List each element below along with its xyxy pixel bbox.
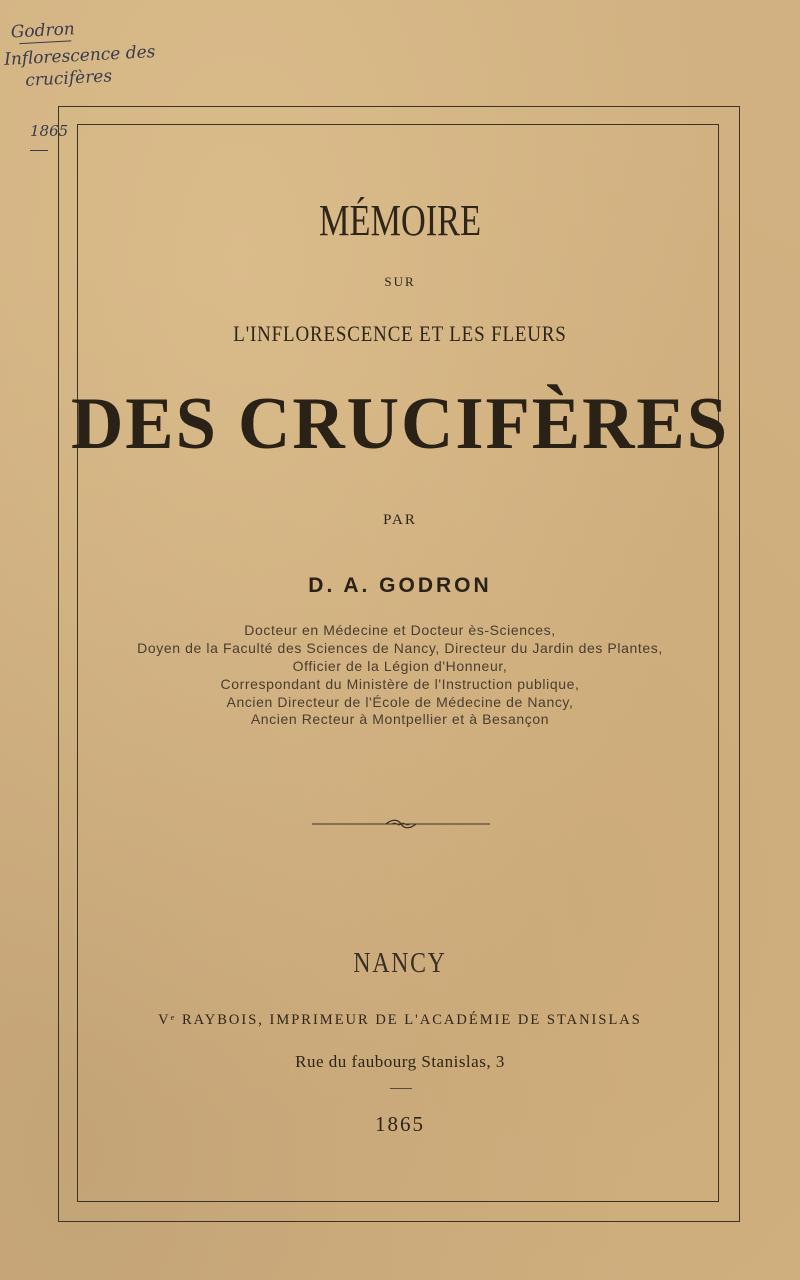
short-rule — [390, 1088, 412, 1089]
handwritten-year: 1865 — [30, 122, 69, 140]
handwritten-title-line-2: crucifères — [24, 66, 113, 91]
handwritten-dash — [30, 150, 48, 151]
main-title: DES CRUCIFÈRES — [70, 383, 730, 465]
printer-line: Vᵉ RAYBOIS, IMPRIMEUR DE L'ACADÉMIE DE STANISLAS — [158, 1012, 642, 1028]
title-connector: SUR — [384, 274, 416, 289]
publication-year: 1865 — [375, 1112, 425, 1136]
subtitle: L'INFLORESCENCE ET LES FLEURS — [233, 321, 567, 346]
handwritten-author: Godron — [10, 19, 76, 43]
author-title-line: Doyen de la Faculté des Sciences de Nancy, Directeur du Jardin des Plantes, — [137, 640, 663, 656]
author-name: D. A. GODRON — [308, 574, 492, 597]
by-label: PAR — [383, 512, 417, 528]
publication-city: NANCY — [353, 948, 447, 979]
author-title-line: Docteur en Médecine et Docteur ès-Sciences, — [244, 622, 556, 638]
title-top: MÉMOIRE — [318, 196, 482, 245]
printer-address: Rue du faubourg Stanislas, 3 — [295, 1052, 505, 1071]
author-title-line: Correspondant du Ministère de l'Instruction publique, — [220, 676, 580, 692]
author-title-line: Ancien Recteur à Montpellier et à Besançon — [250, 711, 550, 727]
handwritten-annotation — [2, 14, 156, 93]
handwritten-title-line-1: Inflorescence des — [3, 42, 156, 70]
author-title-line: Ancien Directeur de l'École de Médecine de Nancy, — [226, 694, 574, 710]
author-title-line: Officier de la Légion d'Honneur, — [292, 658, 508, 674]
ornament-divider — [312, 816, 490, 832]
